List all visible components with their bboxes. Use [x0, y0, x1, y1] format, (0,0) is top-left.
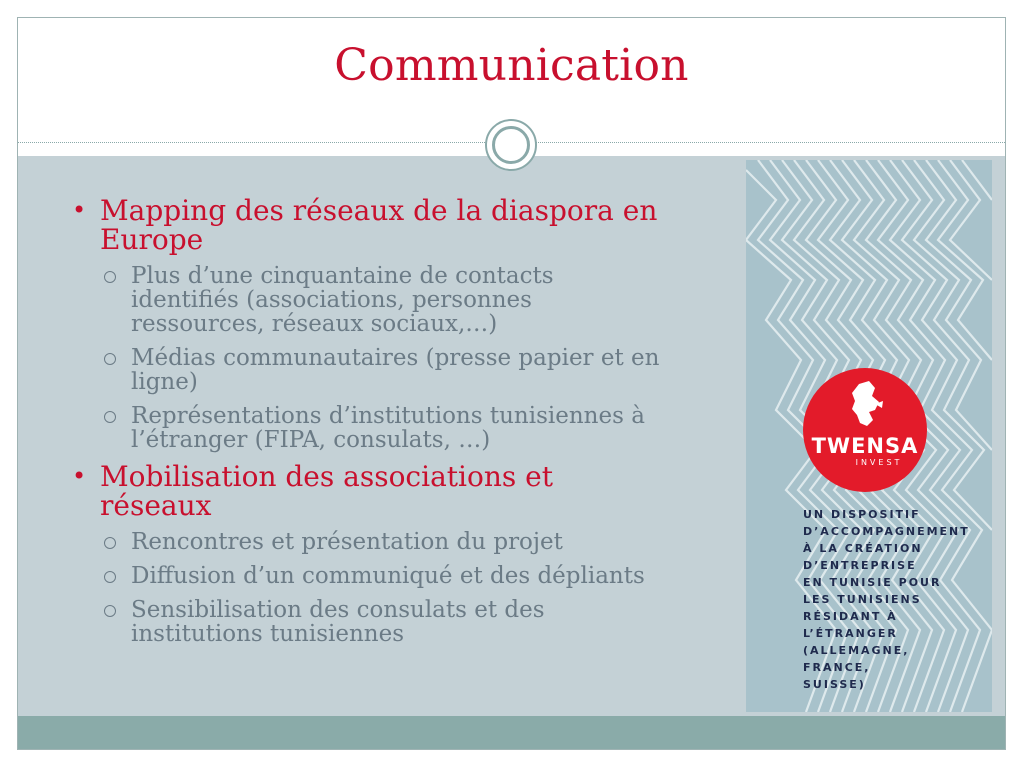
- tagline-line: UN DISPOSITIF: [803, 508, 921, 521]
- sub-bullet-item: [68, 598, 668, 646]
- tagline-line: (ALLEMAGNE,: [803, 644, 910, 657]
- sub-bullet-text: Sensibilisation des consulats et des institutions tunisiennes: [131, 597, 545, 647]
- bullet-item: [68, 462, 668, 520]
- divider-ring-inner: [492, 126, 530, 164]
- circle-bullet-icon: [104, 537, 116, 549]
- sub-bullet-text: Médias communautaires (presse papier et en ligne): [131, 345, 660, 395]
- tagline-line: À LA CRÉATION: [803, 542, 923, 555]
- bullet-item: [68, 196, 668, 254]
- bullet-dot-icon: •: [72, 196, 87, 224]
- sub-bullet-item: [68, 264, 668, 336]
- tagline-line: FRANCE,: [803, 661, 871, 674]
- divider-ring-ornament: [485, 119, 537, 171]
- slide-footer-band: [18, 716, 1005, 750]
- sub-bullet-item: [68, 564, 668, 588]
- sub-bullet-item: [68, 346, 668, 394]
- bullet-list: [68, 196, 668, 656]
- tagline-line: EN TUNISIE POUR: [803, 576, 942, 589]
- slide-title: Communication: [334, 40, 689, 91]
- sub-bullet-text: Rencontres et présentation du projet: [131, 529, 563, 555]
- sub-bullet-text: Représentations d’institutions tunisiennes à l’étranger (FIPA, consulats, …): [131, 403, 645, 453]
- tagline-line: D’ACCOMPAGNEMENT: [803, 525, 970, 538]
- slide: [17, 17, 1006, 750]
- circle-bullet-icon: [104, 353, 116, 365]
- circle-bullet-icon: [104, 605, 116, 617]
- tagline-line: SUISSE): [803, 678, 866, 691]
- logo-subtitle: INVEST: [855, 458, 903, 467]
- bullet-text: Mapping des réseaux de la diaspora en Europe: [100, 194, 658, 256]
- tunisia-map-icon: [803, 368, 927, 492]
- sub-bullet-item: [68, 530, 668, 554]
- brochure-tagline: [803, 506, 992, 693]
- bullet-text: Mobilisation des associations et réseaux: [100, 460, 553, 522]
- bullet-dot-icon: •: [72, 462, 87, 490]
- circle-bullet-icon: [104, 271, 116, 283]
- sub-bullet-text: Plus d’une cinquantaine de contacts identifiés (associations, personnes ressources, réseaux sociaux,…): [131, 263, 554, 337]
- sub-bullet-item: [68, 404, 668, 452]
- tagline-line: L’ÉTRANGER: [803, 627, 898, 640]
- tagline-line: RÉSIDANT À: [803, 610, 898, 623]
- twensa-brochure-panel: [746, 160, 992, 712]
- circle-bullet-icon: [104, 411, 116, 423]
- tagline-line: LES TUNISIENS: [803, 593, 922, 606]
- sub-bullet-text: Diffusion d’un communiqué et des dépliants: [131, 563, 645, 589]
- logo-wordmark: TWENSA: [811, 434, 919, 458]
- tagline-line: D’ENTREPRISE: [803, 559, 917, 572]
- circle-bullet-icon: [104, 571, 116, 583]
- twensa-logo: [803, 368, 927, 492]
